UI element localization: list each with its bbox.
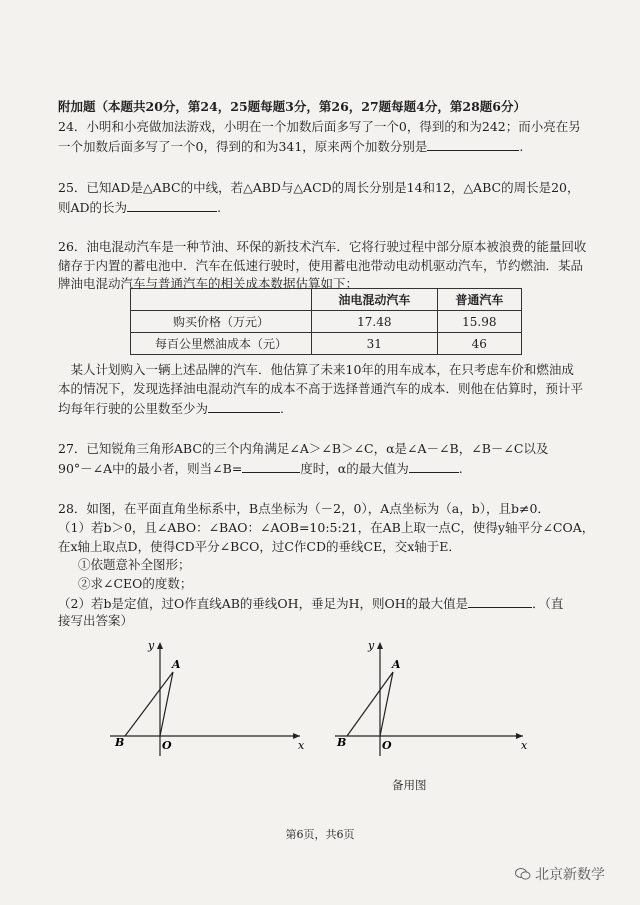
table-header-row: [131, 289, 522, 311]
table-cell: 31: [312, 333, 438, 355]
table-cell: 17.48: [312, 311, 438, 333]
x-label: x: [521, 739, 528, 752]
y-axis-arrow-icon: [157, 642, 163, 649]
q24-text: 一个加数后面多写了一个0，得到的和为341，原来两个加数分别是: [58, 139, 428, 154]
q24-line1: 24．小明和小亮做加法游戏，小明在一个加数后面多写了一个0，得到的和为242；而小亮在另: [58, 119, 581, 134]
q27-text-b: 度时，α的最大值为: [300, 461, 409, 476]
q25-answer-blank: [127, 199, 217, 212]
q25-line1: 25．已知AD是△ABC的中线，若△ABD与△ACD的周长分别是14和12，△ABC的周长是20，: [58, 180, 580, 195]
q26-line3: 牌油电混动汽车与普通汽车的相关成本数据估算如下：: [58, 276, 359, 291]
section-header: 附加题（本题共20分，第24，25题每题3分，第26，27题每题4分，第28题6分）: [58, 99, 526, 114]
point-a-label: A: [392, 658, 401, 671]
page-footer: 第6页，共6页: [285, 828, 355, 841]
q26-line6: 均每年行驶的公里数至少为 .: [58, 401, 284, 416]
wechat-icon: [515, 867, 531, 881]
q26-answer-blank: [208, 400, 280, 413]
q26-text: 均每年行驶的公里数至少为: [58, 401, 209, 416]
q28-text-a: （2）若b是定值，过O作直线AB的垂线OH，垂足为H，则OH的最大值是: [58, 596, 469, 611]
table-row: [131, 333, 522, 355]
q28-line2: （1）若b＞0，且∠ABO：∠BAO：∠AOB=10:5:21，在AB上取一点C，使得y轴平分∠COA，: [58, 520, 595, 535]
table-cell: 15.98: [437, 311, 521, 333]
table-cell: 每百公里燃油成本（元）: [131, 333, 312, 355]
origin-label: O: [162, 739, 172, 752]
q24-line2: 一个加数后面多写了一个0，得到的和为341，原来两个加数分别是 .: [58, 139, 524, 154]
watermark-text: 北京新数学: [535, 867, 605, 883]
point-b-label: B: [337, 736, 347, 749]
q27-blank-max: [409, 460, 459, 473]
coordinate-figure-main: [100, 632, 320, 757]
q28-line6: [58, 595, 563, 612]
y-label: y: [148, 639, 155, 652]
q25-line2: 则AD的长为 .: [58, 200, 222, 215]
q28-line4: ①依题意补全图形；: [78, 557, 191, 572]
spare-figure-caption: 备用图: [392, 778, 427, 792]
q28-line3: 在x轴上取点D，使得CD平分∠BCO，过C作CD的垂线CE，交x轴于E．: [58, 539, 461, 554]
q24-answer-blank: [427, 138, 519, 151]
table-row: [131, 311, 522, 333]
q28-text-b: ．（直: [532, 596, 564, 611]
x-label: x: [298, 739, 305, 752]
q25-text: 则AD的长为: [58, 200, 128, 215]
y-axis-arrow-icon: [377, 642, 383, 649]
q26-line2: 储存于内置的蓄电池中．汽车在低速行驶时，使用蓄电池带动电动机驱动汽车，节约燃油．某品: [58, 258, 584, 273]
q27-line1: 27．已知锐角三角形ABC的三个内角满足∠A＞∠B＞∠C，α是∠A－∠B，∠B－∠C以及: [58, 441, 549, 456]
origin-label: O: [382, 739, 392, 752]
q26-line5: 本的情况下，发现选择油电混动汽车的成本不高于选择普通汽车的成本．则他在估算时，预计平: [58, 381, 584, 396]
q27-blank-angle: [242, 460, 300, 473]
q27-line2: 90°－∠A中的最小者，则当∠B= 度时，α的最大值为 .: [58, 461, 463, 476]
point-b-label: B: [115, 736, 125, 749]
q28-line5: ②求∠CEO的度数；: [78, 576, 193, 591]
table-cell: 购买价格（万元）: [131, 311, 312, 333]
point-a-label: A: [172, 658, 181, 671]
segment-ba: [125, 672, 173, 736]
q26-line1: 26．油电混动汽车是一种节油、环保的新技术汽车．它将行驶过程中部分原本被浪费的能量回收: [58, 239, 587, 254]
table-cell: 46: [437, 333, 521, 355]
table-header-cell: 普通汽车: [437, 289, 521, 311]
cost-table: [130, 288, 522, 355]
q28-answer-blank: [468, 595, 532, 608]
table-header-cell: [131, 289, 312, 311]
coordinate-figure-spare: [325, 632, 540, 757]
q28-line7: 接写出答案）: [58, 613, 134, 628]
q26-line4: 某人计划购入一辆上述品牌的汽车．他估算了未来10年的用车成本，在只考虑车价和燃油成: [58, 362, 574, 377]
y-label: y: [368, 639, 375, 652]
q27-text-a: 90°－∠A中的最小者，则当∠B=: [58, 461, 243, 476]
watermark: [515, 864, 605, 884]
table-header-cell: 油电混动汽车: [312, 289, 438, 311]
q28-line1: 28．如图，在平面直角坐标系中，B点坐标为（－2，0），A点坐标为（a，b），且b≠0．: [58, 501, 550, 516]
